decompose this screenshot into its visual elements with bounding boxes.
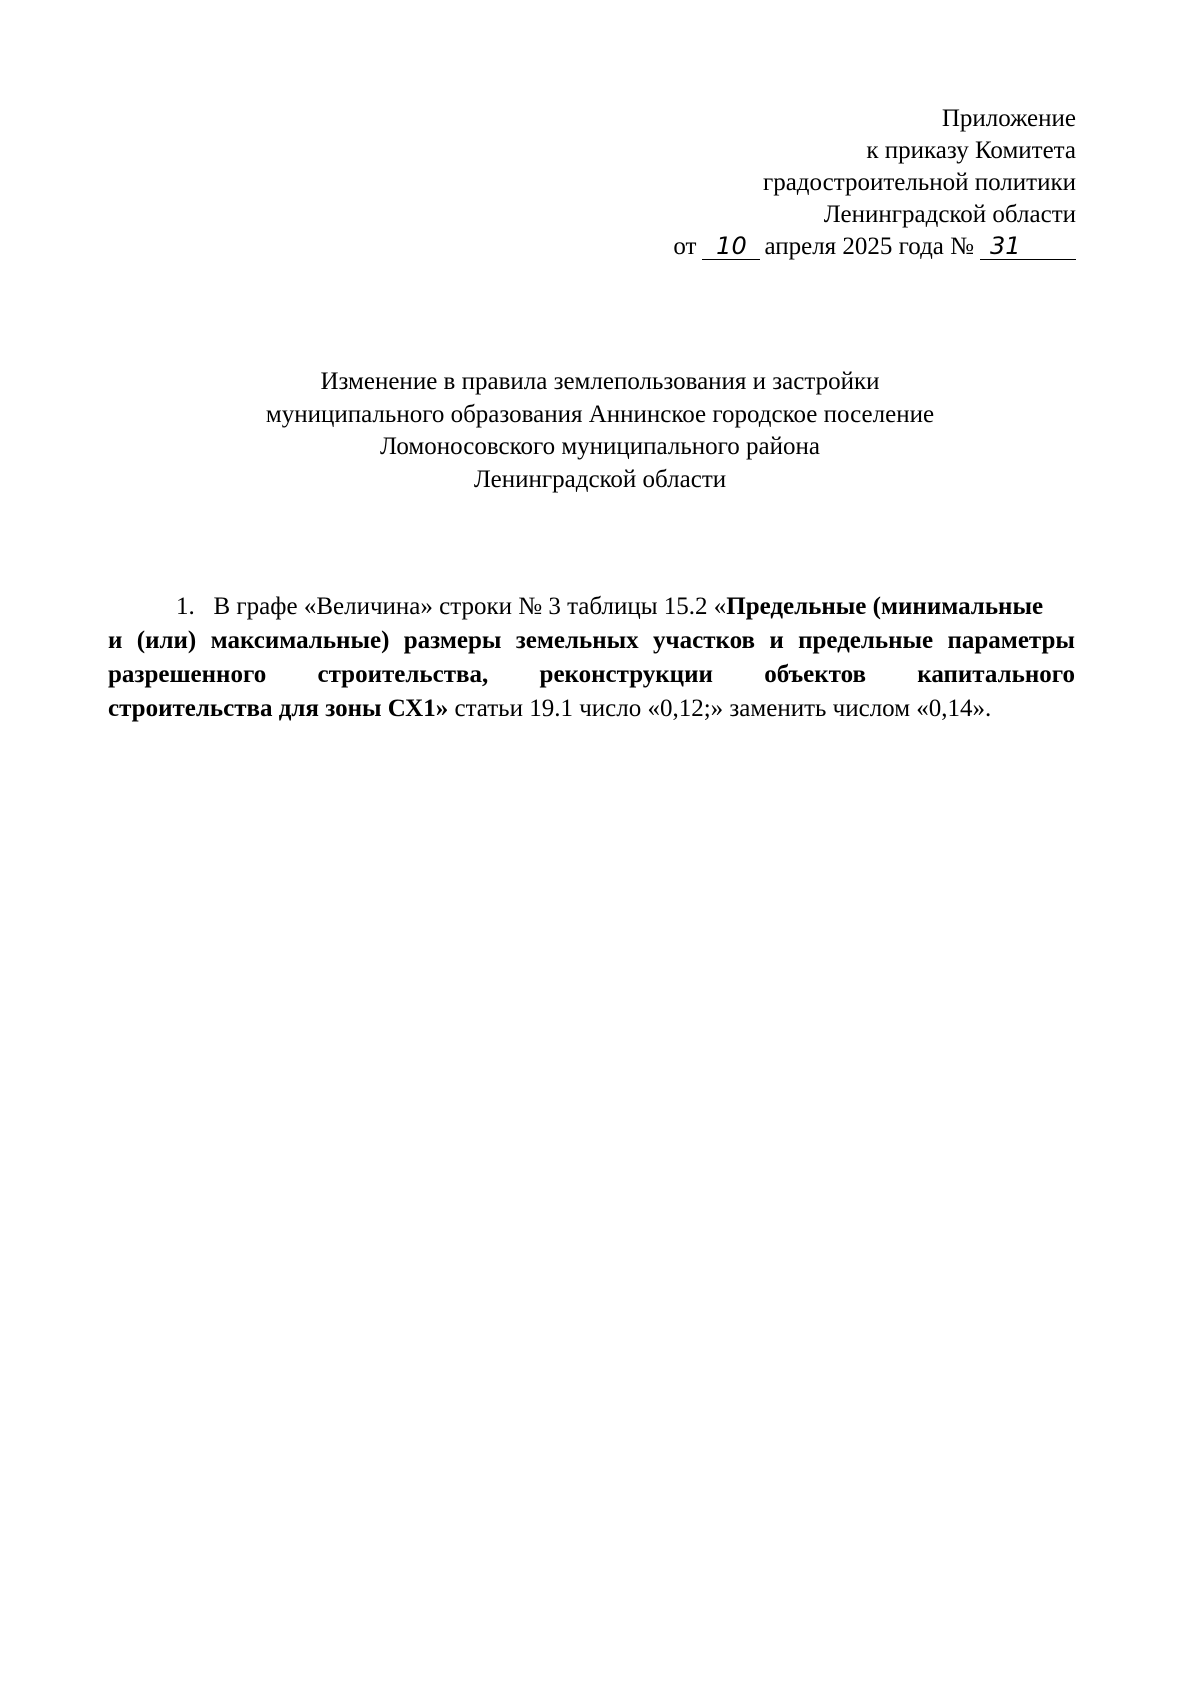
paragraph-line-1 [108,590,1075,624]
appendix-region: Ленинградской области [823,201,1076,228]
word: размеры [403,627,502,654]
appendix-order-ref: к приказу Комитета [866,137,1076,164]
paragraph-tail: статьи 19.1 число «0,12;» заменить числом «0,14». [448,695,992,722]
word: капитального [917,661,1075,688]
date-month-year: апреля 2025 года № [764,233,974,260]
word: (или) [136,627,197,654]
date-day-field: 10 [702,233,760,260]
amendment-paragraph [108,590,1075,726]
title-line-4: Ленинградской области [473,465,727,493]
date-prefix: от [673,233,697,260]
title-line-3: Ломоносовского муниципального района [380,433,820,460]
order-number-field: 31 [980,233,1076,260]
word: параметры [947,627,1075,654]
paragraph-lead: В графе «Величина» строки № 3 таблицы 15.2 « [213,593,727,620]
appendix-title: Приложение [941,105,1076,132]
title-line-2: муниципального образования Аннинское городское поселение [265,400,935,428]
paragraph-line-3 [108,658,1075,692]
word: реконструкции [539,661,713,688]
word: предельные [798,627,934,654]
appendix-date-line [556,231,1076,263]
word: разрешенного [108,661,267,688]
word: участков [653,627,755,654]
word: и [769,627,784,654]
appendix-block [556,103,1076,263]
paragraph-line-4 [108,692,1075,726]
title-line-1: Изменение в правила землепользования и застройки [320,368,880,395]
paragraph-line-2 [108,624,1075,658]
paragraph-bold-1: Предельные (минимальные [726,593,1044,620]
word: и [108,627,123,654]
appendix-committee: градостроительной политики [762,169,1076,196]
word: земельных [515,627,639,654]
word: максимальные) [210,627,390,654]
word: строительства, [317,661,489,688]
document-title [100,366,1100,496]
paragraph-bold-4: строительства для зоны СХ1» [108,695,449,722]
word: объектов [764,661,866,688]
paragraph-number: 1. [176,593,195,620]
